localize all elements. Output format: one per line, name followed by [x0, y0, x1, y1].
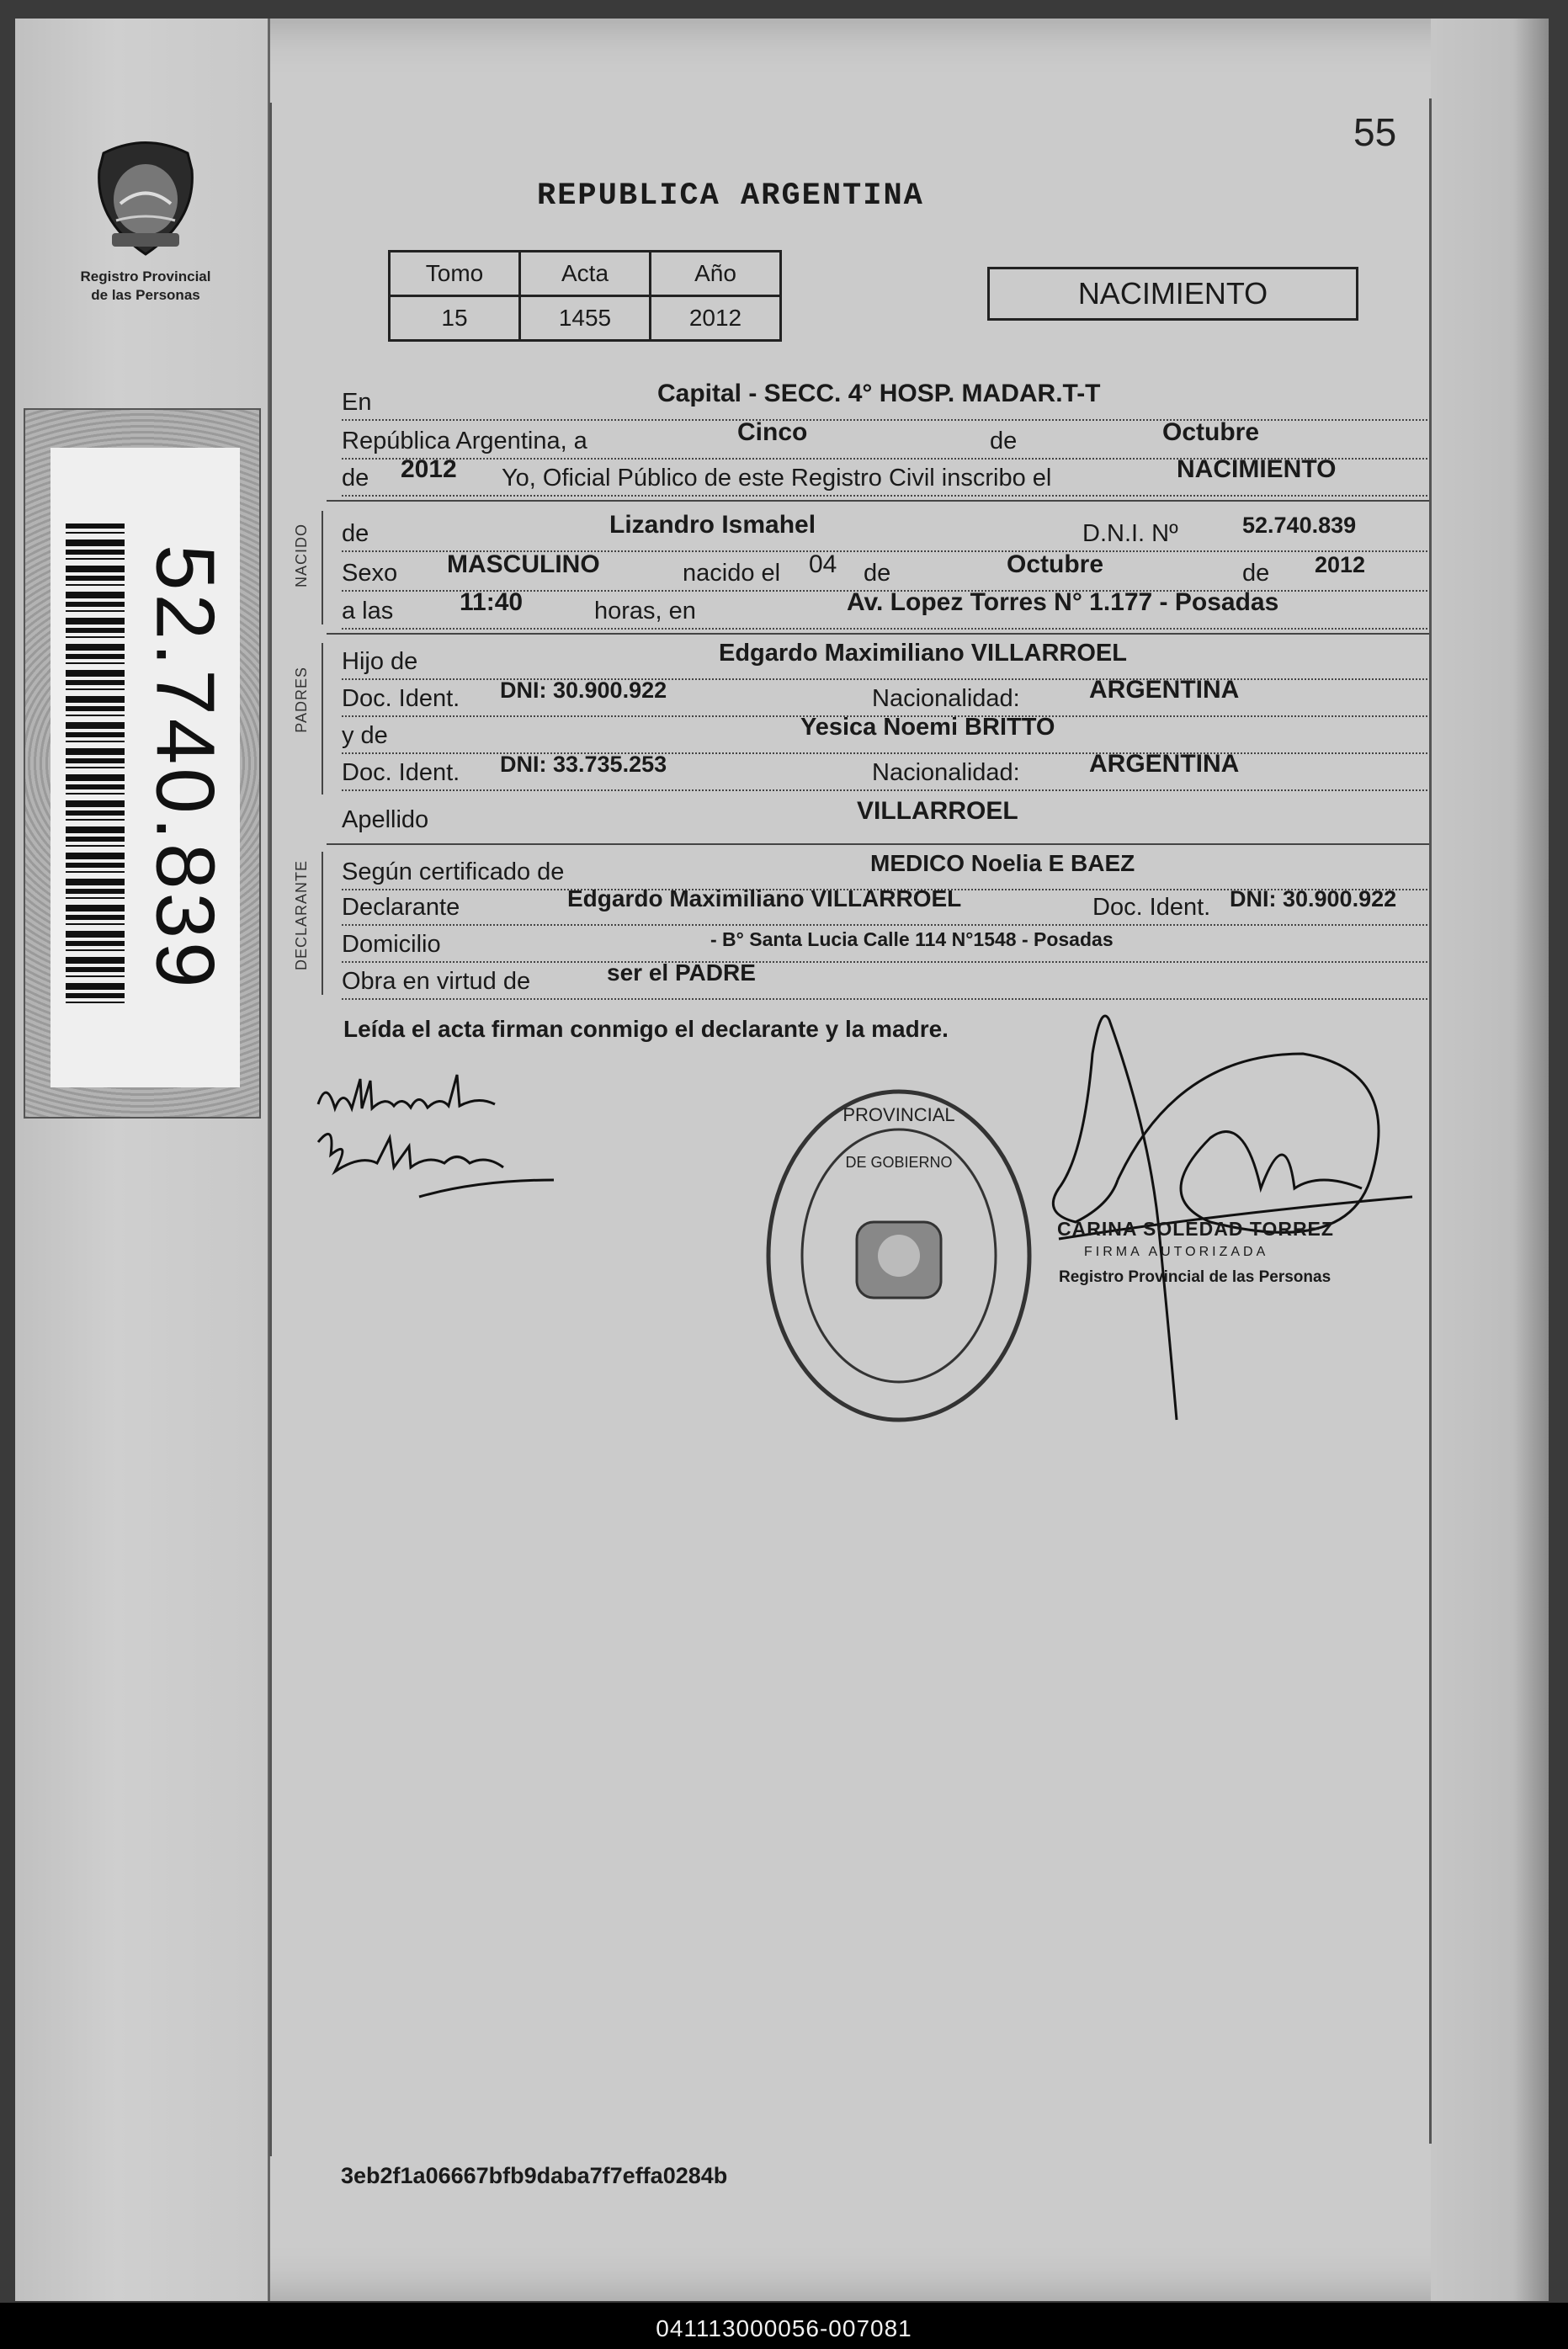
- province-seal-icon: [87, 136, 205, 263]
- inscription-value: NACIMIENTO: [1177, 455, 1337, 483]
- section-divider-1: [327, 500, 1429, 502]
- surname-line: [342, 797, 1427, 837]
- father-doc-label: Doc. Ident.: [342, 685, 460, 712]
- domicilio-label: Domicilio: [342, 931, 441, 958]
- child-de-label: de: [342, 520, 369, 547]
- ano-header: Año: [651, 252, 781, 296]
- birth-time: 11:40: [460, 588, 524, 616]
- binding-margin: [15, 19, 270, 2301]
- month-word: Octubre: [1162, 418, 1260, 446]
- margin-line-left: [269, 103, 272, 2156]
- father-doc: DNI: 30.900.922: [500, 678, 667, 703]
- padres-section-label: PADRES: [293, 667, 310, 733]
- barcode-label: [24, 408, 261, 1119]
- de-label: de: [990, 428, 1018, 454]
- birth-year: 2012: [1315, 552, 1366, 577]
- birth-day: 04: [809, 550, 837, 578]
- de-label-2: de: [864, 560, 891, 587]
- yde-label: y de: [342, 722, 388, 749]
- alas-label: a las: [342, 598, 394, 624]
- yo-text: Yo, Oficial Público de este Registro Civil inscribo el: [502, 465, 1052, 492]
- page-edge: [1431, 19, 1549, 2301]
- page-number: 55: [1353, 110, 1397, 154]
- footer-id: 041113000056-007081: [656, 2315, 912, 2341]
- year-value: 2012: [401, 455, 457, 483]
- svg-text:DE GOBIERNO: DE GOBIERNO: [845, 1154, 953, 1171]
- nacido-label: nacido el: [683, 560, 781, 587]
- registry-header-row: [390, 252, 781, 296]
- year-line: [342, 455, 1427, 497]
- mother-doc-label: Doc. Ident.: [342, 759, 460, 786]
- capacity-value: ser el PADRE: [607, 959, 756, 986]
- certificate-value: MEDICO Noelia E BAEZ: [870, 850, 1135, 876]
- declarant-doc-label: Doc. Ident.: [1092, 894, 1211, 921]
- declarante-bracket: [322, 852, 323, 995]
- mother-nationality: ARGENTINA: [1089, 750, 1240, 778]
- father-nat-label: Nacionalidad:: [872, 685, 1020, 712]
- document-type-box: NACIMIENTO: [987, 267, 1358, 321]
- official-role: FIRMA AUTORIZADA: [1084, 1245, 1269, 1259]
- nacido-bracket: [322, 511, 323, 624]
- apellido-label: Apellido: [342, 806, 429, 833]
- barcode-number: 52.740.839: [139, 544, 232, 991]
- parents-signatures: [310, 1071, 562, 1222]
- dni-label: D.N.I. Nº: [1082, 520, 1178, 547]
- obra-label: Obra en virtud de: [342, 968, 531, 995]
- declarant-doc: DNI: 30.900.922: [1230, 886, 1397, 911]
- logo-text-2: de las Personas: [91, 287, 200, 303]
- registry-value-row: [390, 296, 781, 341]
- declarante-label: Declarante: [342, 894, 460, 921]
- margin-line-right: [1429, 98, 1432, 2144]
- sex-value: MASCULINO: [447, 550, 600, 578]
- location-value: Capital - SECC. 4° HOSP. MADAR.T-T: [657, 380, 1101, 407]
- birth-place: Av. Lopez Torres N° 1.177 - Posadas: [847, 588, 1279, 616]
- father-nationality: ARGENTINA: [1089, 676, 1240, 704]
- de-label-3: de: [1242, 560, 1270, 587]
- declarant-name: Edgardo Maximiliano VILLARROEL: [567, 885, 962, 911]
- year-prefix: de: [342, 465, 369, 492]
- tomo-value: 15: [390, 296, 520, 341]
- svg-text:PROVINCIAL: PROVINCIAL: [842, 1104, 955, 1125]
- tomo-header: Tomo: [390, 252, 520, 296]
- official-signature: [1008, 986, 1429, 1424]
- mother-doc: DNI: 33.735.253: [500, 752, 667, 777]
- nacido-section-label: NACIDO: [293, 523, 310, 588]
- address-line: [342, 924, 1427, 963]
- barcode-sticker: [50, 448, 240, 1087]
- logo-text-1: Registro Provincial: [80, 268, 211, 284]
- ano-value: 2012: [651, 296, 781, 341]
- republica-label: República Argentina, a: [342, 428, 587, 454]
- surname-value: VILLARROEL: [857, 797, 1018, 825]
- acta-value: 1455: [520, 296, 651, 341]
- acta-header: Acta: [520, 252, 651, 296]
- registry-table: [388, 250, 782, 342]
- en-label: En: [342, 389, 372, 416]
- sexo-label: Sexo: [342, 560, 398, 587]
- father-name: Edgardo Maximiliano VILLARROEL: [719, 640, 1127, 667]
- child-dni: 52.740.839: [1242, 513, 1357, 538]
- en-line: [342, 382, 1427, 421]
- certificate-page: [15, 19, 1549, 2301]
- cert-label: Según certificado de: [342, 858, 565, 885]
- padres-bracket: [322, 643, 323, 795]
- time-place-line: [342, 588, 1427, 630]
- mother-name: Yesica Noemi BRITTO: [800, 714, 1055, 741]
- child-name: Lizandro Ismahel: [609, 511, 816, 539]
- document-hash: 3eb2f1a06667bfb9daba7f7effa0284b: [341, 2163, 728, 2188]
- barcode-bars: [66, 523, 125, 1003]
- official-stamp: [756, 1075, 1042, 1437]
- horas-label: horas, en: [594, 598, 696, 624]
- registry-logo: [74, 136, 217, 305]
- closing-statement: Leída el acta firman conmigo el declarante y la madre.: [343, 1016, 949, 1042]
- declarante-section-label: DECLARANTE: [293, 860, 310, 971]
- mother-doc-line: [342, 752, 1427, 791]
- mother-nat-label: Nacionalidad:: [872, 759, 1020, 786]
- official-registry: Registro Provincial de las Personas: [1059, 1268, 1331, 1286]
- day-word: Cinco: [737, 418, 808, 446]
- official-name: CARINA SOLEDAD TORREZ: [1057, 1218, 1334, 1240]
- address-value: - B° Santa Lucia Calle 114 N°1548 - Posadas: [710, 928, 1114, 950]
- country-title: REPUBLICA ARGENTINA: [537, 178, 924, 214]
- birth-month: Octubre: [1007, 550, 1104, 578]
- hijo-label: Hijo de: [342, 648, 418, 675]
